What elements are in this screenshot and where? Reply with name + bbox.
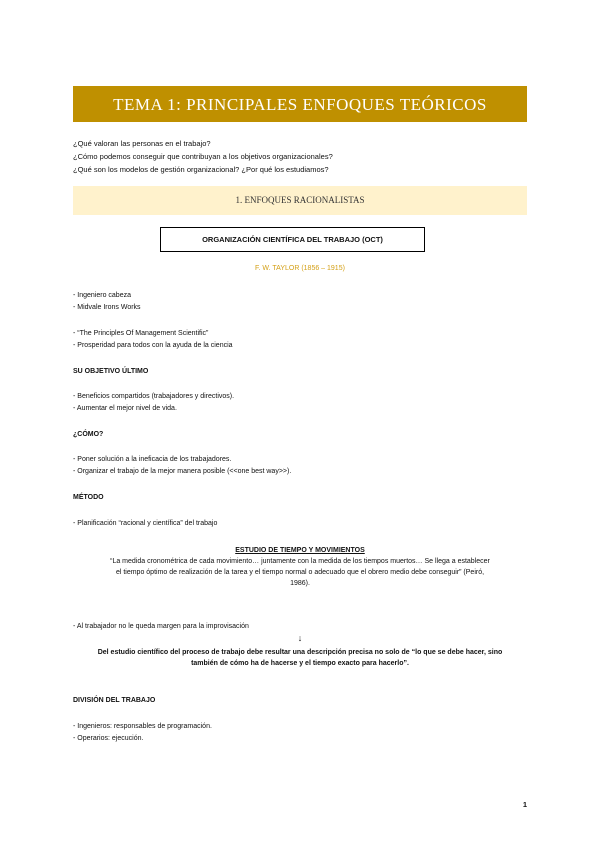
division-heading: DIVISIÓN DEL TRABAJO xyxy=(73,697,156,704)
study-quote: “La medida cronométrica de cada movimiento… juntamente con la medida de los tiempos muertos… Se llega a establecer xyxy=(110,558,490,565)
page-title-banner xyxy=(73,86,527,122)
conclusion-block xyxy=(73,647,527,669)
list-item: - “The Principles Of Management Scientific” xyxy=(73,330,209,337)
author-line: F. W. TAYLOR (1856 – 1915) xyxy=(255,265,345,272)
conclusion-line: también de cómo ha de hacerse y el tiempo exacto para hacerlo”. xyxy=(191,660,409,667)
boxed-title xyxy=(160,227,425,252)
question: ¿Qué valoran las personas en el trabajo? xyxy=(73,139,211,148)
list-item: - Beneficios compartidos (trabajadores y directivos). xyxy=(73,393,235,400)
method-list xyxy=(73,518,217,530)
list-item: - Planificación “racional y científica” del trabajo xyxy=(73,520,218,527)
section-title: 1. ENFOQUES RACIONALISTAS xyxy=(235,195,365,205)
study-quote: 1986). xyxy=(290,580,310,587)
objective-heading: SU OBJETIVO ÚLTIMO xyxy=(73,368,149,375)
list-item: - Operarios: ejecución. xyxy=(73,735,144,742)
objective-list xyxy=(73,391,234,415)
question: ¿Qué son los modelos de gestión organizacional? ¿Por qué los estudiamos? xyxy=(73,165,329,174)
bio-list xyxy=(73,290,141,314)
how-heading: ¿CÓMO? xyxy=(73,431,104,438)
list-item: - Midvale Irons Works xyxy=(73,304,141,311)
arrow-down-icon: ↓ xyxy=(297,633,303,643)
list-item: - Prosperidad para todos con la ayuda de la ciencia xyxy=(73,342,233,349)
division-list xyxy=(73,721,212,745)
intro-questions xyxy=(73,137,333,176)
page-title: TEMA 1: PRINCIPALES ENFOQUES TEÓRICOS xyxy=(113,95,487,114)
boxed-title-text: ORGANIZACIÓN CIENTÍFICA DEL TRABAJO (OCT) xyxy=(202,235,383,244)
question: ¿Cómo podemos conseguir que contribuyan a los objetivos organizacionales? xyxy=(73,152,333,161)
study-title: ESTUDIO DE TIEMPO Y MOVIMIENTOS xyxy=(235,547,365,554)
list-item: - Aumentar el mejor nivel de vida. xyxy=(73,405,177,412)
list-item: - Poner solución a la ineficacia de los trabajadores. xyxy=(73,456,232,463)
page-number: 1 xyxy=(522,800,527,809)
book-list xyxy=(73,328,233,352)
method-heading: MÉTODO xyxy=(73,494,104,501)
how-list xyxy=(73,454,291,478)
study-quote: el tiempo óptimo de realización de la tarea y el tiempo normal o adecuado que el obrero medio debe conseguir” (Peiró, xyxy=(115,569,485,576)
worker-line: - Al trabajador no le queda margen para la improvisación xyxy=(73,623,249,630)
list-item: - Ingeniero cabeza xyxy=(73,292,131,299)
study-block xyxy=(73,545,527,589)
list-item: - Ingenieros: responsables de programación. xyxy=(73,723,212,730)
section-heading xyxy=(73,186,527,215)
conclusion-line: Del estudio científico del proceso de trabajo debe resultar una descripción precisa no solo de “lo que se debe hacer, sino xyxy=(97,649,503,656)
list-item: - Organizar el trabajo de la mejor manera posible (<<one best way>>). xyxy=(73,468,292,475)
